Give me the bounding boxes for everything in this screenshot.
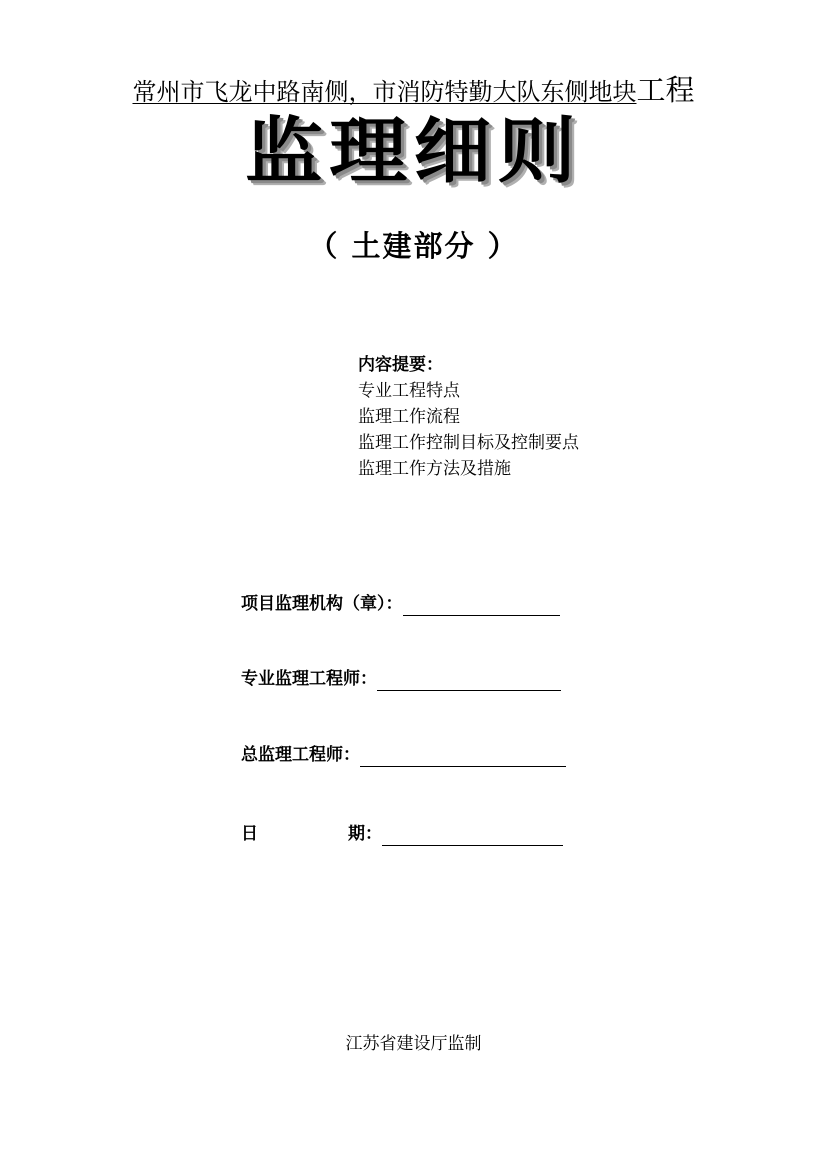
project-name: 常州市飞龙中路南侧，市消防特勤大队东侧地块: [132, 78, 637, 106]
contents-item: 专业工程特点: [358, 381, 460, 401]
chief-engineer-blank[interactable]: [360, 748, 566, 767]
org-seal-row: [241, 592, 560, 616]
chief-engineer-label: 总监理工程师：: [241, 745, 360, 765]
document-title: 监理细则: [245, 109, 582, 193]
contents-heading: 内容提要：: [358, 355, 443, 375]
contents-item: 监理工作控制目标及控制要点: [358, 433, 579, 453]
specialist-engineer-blank[interactable]: [377, 672, 561, 691]
issuer-footer: 江苏省建设厅监制: [345, 1034, 482, 1054]
contents-item: 监理工作流程: [358, 407, 460, 427]
org-seal-label: 项目监理机构（章）：: [241, 594, 403, 614]
project-title: [0, 72, 827, 110]
specialist-engineer-row: [241, 667, 561, 691]
date-label-day: 日: [241, 824, 258, 844]
date-label-period: 期：: [348, 824, 382, 844]
document-subtitle: （ 土建部分 ）: [308, 229, 519, 263]
contents-item: 监理工作方法及措施: [358, 459, 511, 479]
date-row: [241, 822, 563, 846]
specialist-engineer-label: 专业监理工程师：: [241, 669, 377, 689]
project-suffix: 工程: [636, 73, 695, 107]
contents-summary: [358, 352, 579, 482]
org-seal-blank[interactable]: [403, 597, 560, 616]
date-blank[interactable]: [382, 827, 563, 846]
chief-engineer-row: [241, 743, 566, 767]
